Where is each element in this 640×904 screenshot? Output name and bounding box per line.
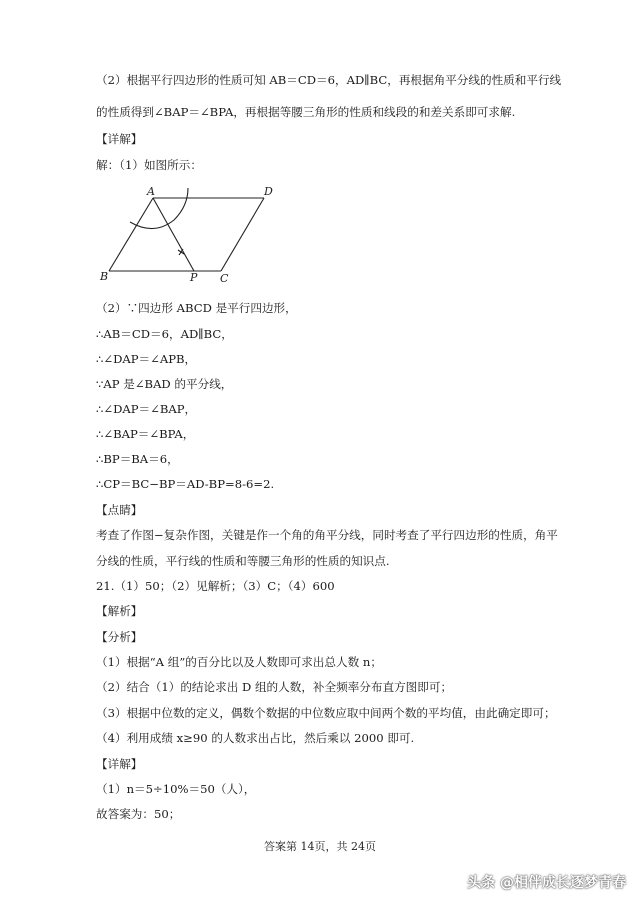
section-heading-detail-2: 【详解】 <box>96 757 143 771</box>
label-b: B <box>100 270 109 283</box>
parallelogram-figure <box>96 184 286 286</box>
text-line-9: ∴BP＝BA＝6， <box>96 452 179 466</box>
text-line-13: （1）根据“A 组”的百分比以及人数即可求出总人数 n； <box>96 655 382 669</box>
text-line-11: 考查了作图−复杂作图，关键是作一个角的角平分线，同时考查了平行四边形的性质，角平 <box>96 528 558 542</box>
text-line-12: 分线的性质，平行线的性质和等腰三角形的性质的知识点. <box>96 554 390 568</box>
text-line-4: ∴AB＝CD＝6，AD∥BC， <box>96 327 233 341</box>
answer-line-21: 21.（1）50；（2）见解析；（3）C；（4）600 <box>96 579 335 593</box>
text-line-1: （2）根据平行四边形的性质可知 AB＝CD＝6，AD∥BC，再根据角平分线的性质和平行线 <box>96 73 562 87</box>
text-line-2: 的性质得到∠BAP＝∠BPA，再根据等腰三角形的性质和线段的和差关系即可求解. <box>96 105 516 119</box>
bisector-ap <box>153 198 194 271</box>
text-line-7: ∴∠DAP＝∠BAP， <box>96 402 197 416</box>
label-p: P <box>190 271 198 284</box>
text-line-3: （2）∵四边形 ABCD 是平行四边形， <box>96 301 297 315</box>
text-line-8: ∴∠BAP＝∠BPA， <box>96 427 195 441</box>
text-line-6: ∵AP 是∠BAD 的平分线， <box>96 377 233 391</box>
label-c: C <box>220 272 229 285</box>
page-footer: 答案第 14页，共 24页 <box>264 840 376 853</box>
label-a: A <box>147 185 155 198</box>
text-line-16: （4）利用成绩 x≥90 的人数求出占比，然后乘以 2000 即可. <box>96 731 415 745</box>
side-ab <box>109 198 153 271</box>
section-heading-fenxi: 【分析】 <box>96 630 143 644</box>
text-line-17: （1）n＝5÷10%＝50（人）， <box>96 782 256 796</box>
text-line-10: ∴CP＝BC−BP＝AD-BP=8-6=2. <box>96 477 275 491</box>
text-line-14: （2）结合（1）的结论求出 D 组的人数，补全频率分布直方图即可； <box>96 680 453 694</box>
text-line-5: ∴∠DAP＝∠APB， <box>96 352 197 366</box>
watermark: 头条 @相伴成长逐梦青春 <box>467 875 626 891</box>
intersection-mark-2 <box>179 249 183 255</box>
section-heading-remark: 【点睛】 <box>96 503 143 517</box>
text-line-solution: 解：（1）如图所示： <box>96 158 202 172</box>
text-line-15: （3）根据中位数的定义，偶数个数据的中位数应取中间两个数的平均值，由此确定即可； <box>96 706 556 720</box>
text-line-18: 故答案为：50； <box>96 807 181 821</box>
section-heading-detail: 【详解】 <box>96 132 143 146</box>
label-d: D <box>264 185 273 198</box>
side-dc <box>221 198 264 271</box>
section-heading-analysis: 【解析】 <box>96 604 143 618</box>
